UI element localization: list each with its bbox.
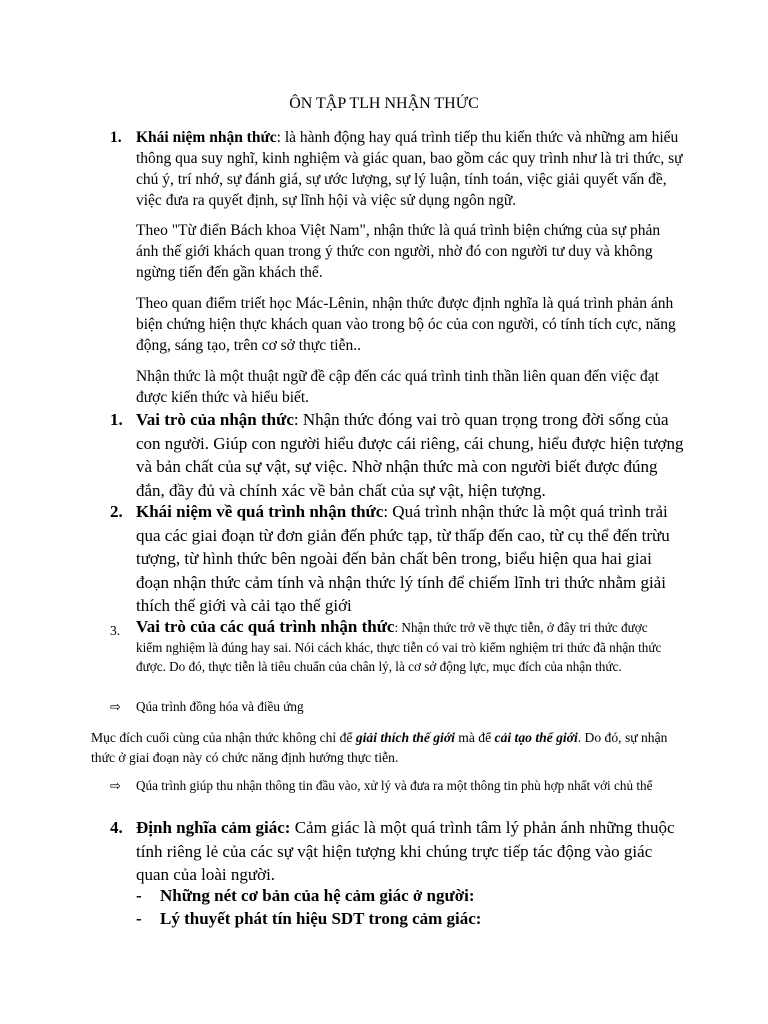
role-paragraph <box>136 408 684 502</box>
emphasis-text: giải thích thế giới <box>355 730 455 745</box>
purpose-text: . Do đó, sự nhận thức ở giai đoạn này có chức năng định hướng thực tiễn. <box>91 730 668 765</box>
term-text: : là hành động hay quá trình tiếp thu kiến thức và những am hiểu thông qua suy nghĩ, kinh nghiệm và giác quan, bao gồm các quy trình như là tri thức, sự chú ý, trí nhớ, sự đánh giá, sự ước lượng, sự lý luận, tính toán, việc giải quyết vấn đề, việc đưa ra quyết định, sự lĩnh hội và việc sử dụng ngôn ngữ. <box>136 129 683 209</box>
list-number: 3. <box>110 623 121 638</box>
term-text: Cảm giác là một quá trình tâm lý phản ánh những thuộc tính riêng lẻ của các sự vật hiện tượng khi chúng trực tiếp tác động vào giác quan của loài người. <box>136 818 675 884</box>
term-heading: Vai trò của các quá trình nhận thức <box>136 617 395 636</box>
document-title: ÔN TẬP TLH NHẬN THỨC <box>289 95 479 112</box>
dash-marker: - <box>136 886 142 905</box>
term-text: : Nhận thức trở về thực tiễn, ở đây tri thức được kiểm nghiệm là đúng hay sai. Nói cách khác, thực tiễn có vai trò kiểm nghiệm tri thức đã nhận thức được. Do đó, thực tiễn là tiêu chuẩn của chân lý, là cơ sở động lực, mục đích của nhận thức. <box>136 620 662 674</box>
term-heading: Khái niệm nhận thức <box>136 129 277 146</box>
subheading: Những nét cơ bản của hệ cảm giác ở người: <box>160 886 475 905</box>
process-paragraph <box>136 500 681 618</box>
bullet-item: Qúa trình đồng hóa và điều ứng <box>136 699 304 714</box>
arrow-right-outline-icon: ⇨ <box>110 700 121 715</box>
bullet-item: Qúa trình giúp thu nhận thông tin đầu vào, xử lý và đưa ra một thông tin phù hợp nhất với chủ thể <box>136 778 653 793</box>
list-number: 2. <box>110 502 123 521</box>
term-heading: Khái niệm về quá trình nhận thức <box>136 502 384 521</box>
dash-marker: - <box>136 909 142 928</box>
term-paragraph: Nhận thức là một thuật ngữ đề cập đến các quá trình tinh thần liên quan đến việc đạt được kiến thức và hiểu biết. <box>136 368 659 406</box>
emphasis-text: cải tạo thế giới <box>494 730 578 745</box>
list-number: 1. <box>110 410 123 429</box>
sensation-paragraph <box>136 816 681 887</box>
term-heading: Vai trò của nhận thức <box>136 410 294 429</box>
purpose-text: mà để <box>454 730 495 745</box>
encyclopedia-paragraph: Theo "Từ điển Bách khoa Việt Nam", nhận thức là quá trình biện chứng của sự phản ánh thế giới khách quan trong ý thức con người, nhờ đó con người tư duy và không ngừng tiến đến gần khách thể. <box>136 222 661 281</box>
term-text: : Quá trình nhận thức là một quá trình trải qua các giai đoạn từ đơn giản đến phức tạp, từ thấp đến cao, từ cụ thể đến trừu tượng, từ hình thức bên ngoài đến bản chất bên trong, biểu hiện qua hai giai đoạn nhận thức cảm tính và nhận thức lý tính để chiếm lĩnh tri thức nhằm giải thích thế giới và cải tạo thế giới <box>136 502 670 615</box>
arrow-right-outline-icon: ⇨ <box>110 779 121 794</box>
purpose-paragraph <box>91 728 671 768</box>
term-text: : Nhận thức đóng vai trò quan trọng trong đời sống của con người. Giúp con người hiểu được cái riêng, cái chung, hiểu được hiện tượng và bản chất của sự vật, sự việc. Nhờ nhận thức mà con người biết được đúng đắn, đầy đủ và chính xác về bản chất của sự vật, hiện tượng. <box>136 410 684 500</box>
term-heading: Định nghĩa cảm giác: <box>136 818 291 837</box>
subheading: Lý thuyết phát tín hiệu SDT trong cảm giác: <box>160 909 482 928</box>
philosophy-paragraph: Theo quan điểm triết học Mác-Lênin, nhận thức được định nghĩa là quá trình phản ánh biện chứng hiện thực khách quan vào trong bộ óc của con người, có tính tích cực, năng động, sáng tạo, trên cơ sở thực tiễn.. <box>136 295 676 354</box>
list-number: 4. <box>110 818 123 837</box>
list-number: 1. <box>110 129 122 146</box>
definition-paragraph <box>136 127 684 211</box>
purpose-text: Mục đích cuối cùng của nhận thức không chỉ để <box>91 730 356 745</box>
process-role-paragraph <box>136 617 676 677</box>
